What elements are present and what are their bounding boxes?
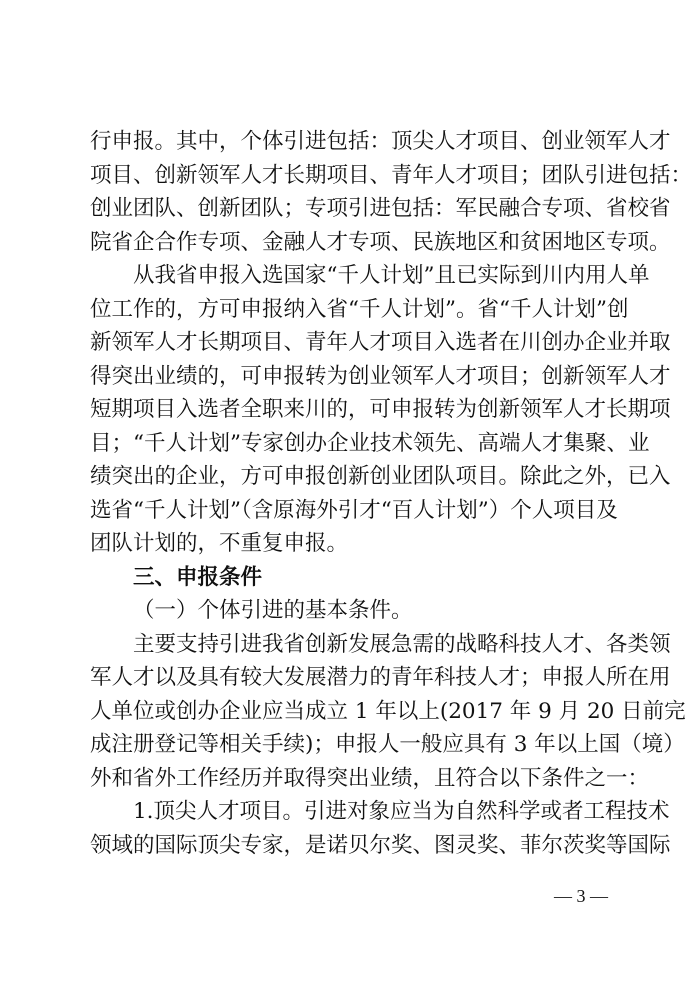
paragraph-qianren-eligibility: [90, 259, 671, 561]
paragraph-basic-conditions: [90, 628, 686, 796]
text-line: 项目、创新领军人才长期项目、青年人才项目；团队引进包括：: [90, 162, 693, 188]
text-line: 得突出业绩的，可申报转为创业领军人才项目；创新领军人才: [90, 363, 671, 389]
text-line: 位工作的，方可申报纳入省“千人计划”。省“千人计划”创: [90, 296, 629, 322]
text-line: 短期项目入选者全职来川的，可申报转为创新领军人才长期项: [90, 397, 671, 422]
text-line: 领域的国际顶尖专家，是诺贝尔奖、图灵奖、菲尔茨奖等国际: [90, 832, 671, 858]
subsection-heading: （一）个体引进的基本条件。: [133, 598, 413, 623]
section-heading: 三、申报条件: [133, 564, 263, 590]
text-line: 选省“千人计划”（含原海外引才“百人计划”）个人项目及: [90, 497, 618, 523]
text-line: 行申报。其中，个体引进包括：顶尖人才项目、创业领军人才: [90, 129, 671, 154]
text-line: 新领军人才长期项目、青年人才项目入选者在川创办企业并取: [90, 330, 671, 355]
text-line: 外和省外工作经历并取得突出业绩，且符合以下条件之一：: [90, 765, 650, 791]
text-line: 军人才以及具有较大发展潜力的青年科技人才；申报人所在用: [90, 665, 671, 690]
text-line: 院省企合作专项、金融人才专项、民族地区和贫困地区专项。: [90, 229, 671, 255]
text-line: 人单位或创办企业应当成立 1 年以上(2017 年 9 月 20 日前完: [90, 698, 686, 724]
text-line: 目；“千人计划”专家创办企业技术领先、高端人才集聚、业: [90, 430, 650, 456]
paragraph-continuation: [90, 125, 693, 259]
text-line: 主要支持引进我省创新发展急需的战略科技人才、各类领: [133, 631, 671, 657]
text-line: 绩突出的企业，方可申报创新创业团队项目。除此之外，已入: [90, 464, 671, 489]
text-line: 团队计划的，不重复申报。: [90, 531, 349, 556]
text-line: 从我省申报入选国家“千人计划”且已实际到川内用人单: [133, 263, 650, 288]
page-number: — 3 —: [554, 886, 608, 906]
text-line: 成注册登记等相关手续)；申报人一般应具有 3 年以上国（境）: [90, 732, 685, 757]
text-line: 创业团队、创新团队；专项引进包括：军民融合专项、省校省: [90, 196, 671, 221]
text-line: 1.顶尖人才项目。引进对象应当为自然科学或者工程技术: [133, 799, 670, 824]
document-body: [90, 125, 693, 862]
paragraph-top-talent: [90, 795, 671, 862]
